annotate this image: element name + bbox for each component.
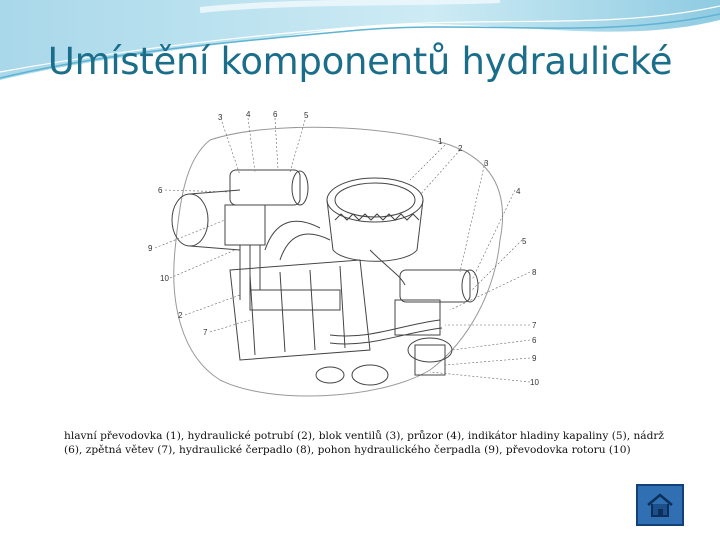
callout-right-5: 5 bbox=[522, 237, 527, 246]
callout-right-4: 4 bbox=[516, 187, 521, 196]
callout-right-2: 2 bbox=[458, 144, 463, 153]
callout-right-10: 10 bbox=[530, 378, 539, 387]
callout-left-6: 6 bbox=[158, 186, 163, 195]
callout-left-9: 9 bbox=[148, 244, 153, 253]
callout-top-3: 3 bbox=[218, 113, 223, 122]
callout-right-6: 6 bbox=[532, 336, 537, 345]
home-button[interactable] bbox=[636, 484, 684, 526]
callout-right-7: 7 bbox=[532, 321, 537, 330]
callout-right-3: 3 bbox=[484, 159, 489, 168]
callout-top-4: 4 bbox=[246, 110, 251, 119]
callout-left-2: 2 bbox=[178, 311, 183, 320]
figure-caption: hlavní převodovka (1), hydraulické potrubí (2), blok ventilů (3), průzor (4), indikátor hladiny kapaliny (5), nádrž (6), zpětná větev (7), hydraulické čerpadlo (8), pohon hydraulického čerpadla (9), převodovka rotoru (10) bbox=[64, 430, 665, 456]
home-icon bbox=[645, 492, 675, 518]
callout-top-6: 6 bbox=[273, 110, 278, 119]
hydraulic-components-diagram bbox=[130, 100, 600, 410]
callout-right-9: 9 bbox=[532, 354, 537, 363]
callout-right-8: 8 bbox=[532, 268, 537, 277]
callout-right-1: 1 bbox=[438, 137, 443, 146]
callout-left-10: 10 bbox=[160, 274, 169, 283]
callout-top-5: 5 bbox=[304, 111, 309, 120]
callout-left-7: 7 bbox=[203, 328, 208, 337]
slide-title: Umístění komponentů hydraulické bbox=[47, 40, 673, 83]
